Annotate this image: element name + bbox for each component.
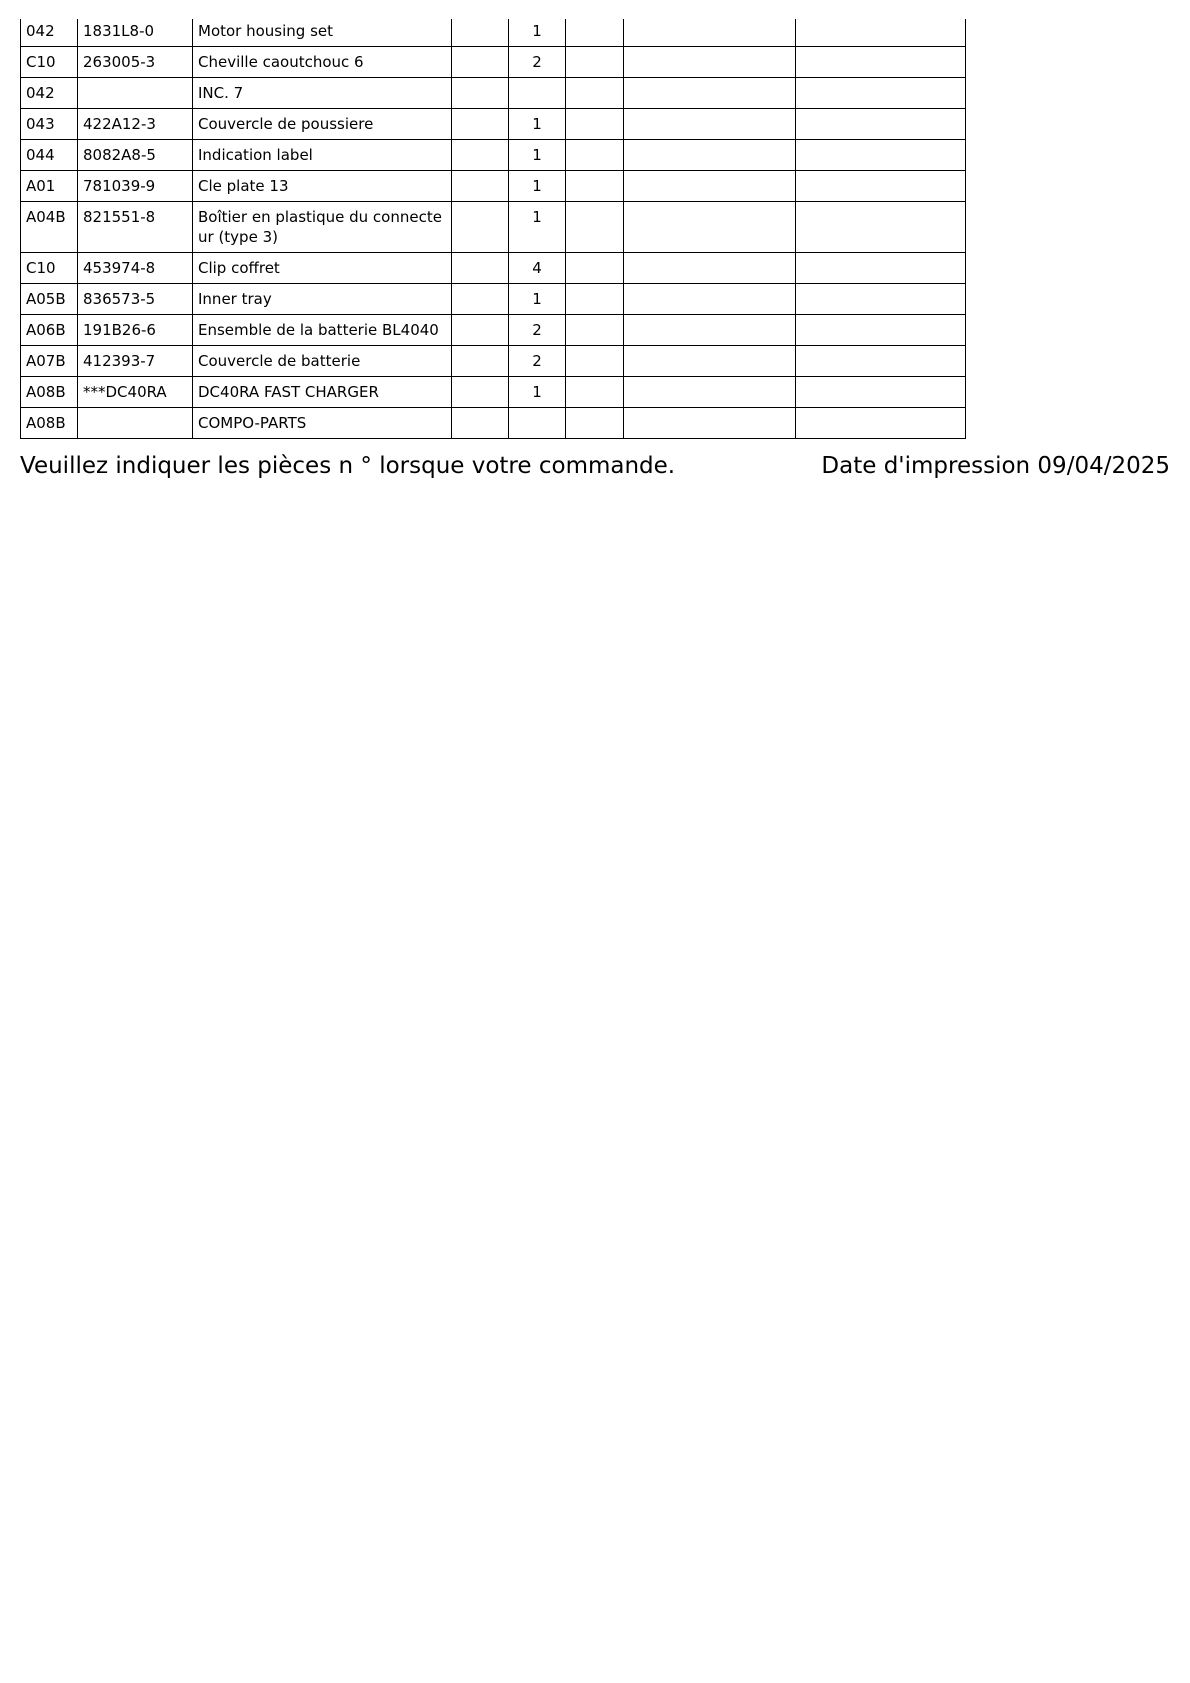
cell-empty [796,78,966,109]
cell-ref: A07B [21,346,78,377]
cell-empty [566,346,624,377]
cell-quantity: 2 [509,47,566,78]
cell-part-number: 8082A8-5 [78,140,193,171]
parts-table-body [21,19,966,439]
table-row [21,78,966,109]
cell-empty [452,315,509,346]
cell-quantity: 1 [509,109,566,140]
cell-description: Cheville caoutchouc 6 [193,47,452,78]
cell-description: Clip coffret [193,253,452,284]
cell-description: Boîtier en plastique du connecteur (type 3) [193,202,452,253]
cell-empty [566,19,624,47]
cell-quantity: 4 [509,253,566,284]
cell-part-number [78,408,193,439]
table-row [21,408,966,439]
cell-empty [452,109,509,140]
parts-table [20,19,966,439]
table-row [21,284,966,315]
table-row [21,19,966,47]
cell-ref: A04B [21,202,78,253]
cell-part-number: 453974-8 [78,253,193,284]
table-row [21,253,966,284]
cell-empty [566,109,624,140]
cell-part-number: 821551-8 [78,202,193,253]
cell-empty [624,284,796,315]
cell-empty [566,284,624,315]
cell-description: Couvercle de batterie [193,346,452,377]
cell-ref: 042 [21,78,78,109]
cell-empty [796,408,966,439]
cell-empty [566,377,624,408]
cell-empty [624,171,796,202]
cell-empty [566,78,624,109]
cell-quantity: 2 [509,346,566,377]
cell-empty [624,140,796,171]
cell-empty [452,202,509,253]
cell-empty [452,78,509,109]
cell-description: Motor housing set [193,19,452,47]
cell-empty [566,140,624,171]
cell-empty [624,109,796,140]
cell-empty [624,202,796,253]
print-date: Date d'impression 09/04/2025 [821,453,1170,479]
cell-empty [796,140,966,171]
cell-quantity [509,408,566,439]
cell-empty [624,78,796,109]
order-instruction-note: Veuillez indiquer les pièces n ° lorsque votre commande. [20,453,676,479]
cell-empty [796,315,966,346]
table-row [21,377,966,408]
cell-description: Ensemble de la batterie BL4040 [193,315,452,346]
cell-quantity: 1 [509,202,566,253]
cell-part-number: 422A12-3 [78,109,193,140]
cell-empty [796,19,966,47]
cell-description: INC. 7 [193,78,452,109]
cell-quantity: 1 [509,171,566,202]
cell-ref: 042 [21,19,78,47]
cell-part-number: 412393-7 [78,346,193,377]
table-row [21,47,966,78]
cell-quantity [509,78,566,109]
cell-ref: 044 [21,140,78,171]
cell-part-number: 191B26-6 [78,315,193,346]
cell-ref: C10 [21,253,78,284]
cell-empty [624,377,796,408]
cell-part-number: 1831L8-0 [78,19,193,47]
cell-empty [624,408,796,439]
cell-empty [566,47,624,78]
table-row [21,171,966,202]
cell-quantity: 1 [509,284,566,315]
cell-empty [566,315,624,346]
cell-empty [452,253,509,284]
cell-empty [796,109,966,140]
cell-empty [796,284,966,315]
cell-empty [452,408,509,439]
cell-quantity: 1 [509,140,566,171]
cell-empty [796,253,966,284]
cell-part-number [78,78,193,109]
cell-empty [624,253,796,284]
cell-ref: A05B [21,284,78,315]
cell-quantity: 1 [509,19,566,47]
cell-empty [796,47,966,78]
cell-empty [624,47,796,78]
cell-empty [452,346,509,377]
cell-ref: 043 [21,109,78,140]
table-row [21,346,966,377]
cell-part-number: 263005-3 [78,47,193,78]
cell-empty [796,346,966,377]
cell-empty [796,171,966,202]
cell-quantity: 2 [509,315,566,346]
table-row [21,109,966,140]
cell-empty [624,19,796,47]
cell-empty [452,47,509,78]
table-row [21,140,966,171]
cell-quantity: 1 [509,377,566,408]
cell-description: Indication label [193,140,452,171]
cell-empty [566,253,624,284]
cell-empty [796,377,966,408]
table-row [21,202,966,253]
cell-ref: C10 [21,47,78,78]
cell-empty [452,140,509,171]
cell-empty [624,315,796,346]
cell-empty [452,377,509,408]
cell-description: Inner tray [193,284,452,315]
cell-empty [452,19,509,47]
cell-ref: A06B [21,315,78,346]
cell-part-number: ***DC40RA [78,377,193,408]
cell-empty [566,408,624,439]
cell-empty [452,171,509,202]
cell-ref: A01 [21,171,78,202]
cell-part-number: 836573-5 [78,284,193,315]
cell-description: DC40RA FAST CHARGER [193,377,452,408]
cell-description: COMPO-PARTS [193,408,452,439]
cell-description: Cle plate 13 [193,171,452,202]
cell-part-number: 781039-9 [78,171,193,202]
cell-ref: A08B [21,377,78,408]
cell-empty [452,284,509,315]
cell-description: Couvercle de poussiere [193,109,452,140]
cell-ref: A08B [21,408,78,439]
cell-empty [624,346,796,377]
cell-empty [796,202,966,253]
cell-empty [566,171,624,202]
table-row [21,315,966,346]
cell-empty [566,202,624,253]
